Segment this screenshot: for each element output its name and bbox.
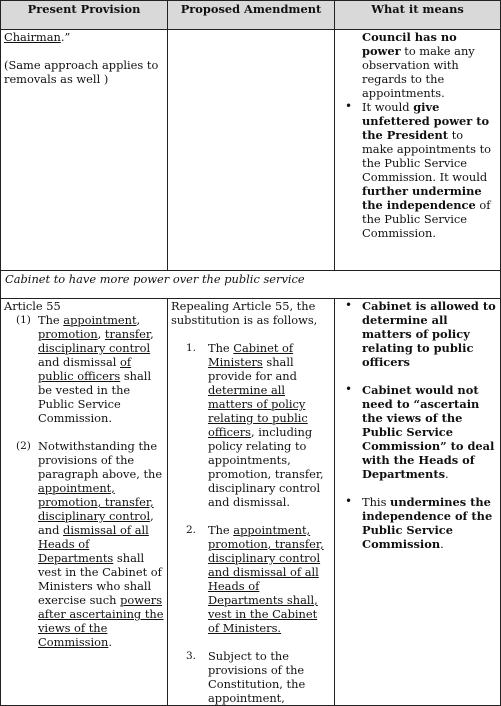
list-item: 2. The appointment, promotion, transfer, disciplinary control and dismissal of all Heads of Departments shall, vest in the Cabinet of Ministers. (186, 523, 324, 635)
list-item: 3. Subject to the provisions of the Constitution, the appointment, (186, 649, 306, 705)
meaning-list (338, 299, 497, 551)
list-item: • Cabinet would not need to “ascertain the views of the Public Service Commission” to deal with the Heads of Departments. (345, 382, 495, 481)
present-provision-cell (1, 299, 168, 706)
bullet-icon: • (345, 382, 353, 396)
bullet-icon: • (345, 298, 353, 312)
header-present-provision: Present Provision (1, 1, 168, 30)
present-note: (Same approach applies to removals as well ) (4, 58, 159, 86)
proposed-amendment-cell (168, 299, 335, 706)
proposed-intro: Repealing Article 55, the substitution is as follows, (171, 299, 318, 327)
list-item: 1. The Cabinet of Ministers shall provide for and determine all matters of policy relating to public officers, including policy relating to appointments, promotion, transfer, disciplinary control and dismissal. (186, 341, 324, 509)
header-what-it-means: What it means (335, 1, 501, 30)
proposed-amendment-cell (168, 30, 335, 271)
list-item: • It would give unfettered power to the President to make appointments to the Public Service Commission. It would further undermine the independence of the Public Service Commission. (345, 99, 492, 240)
list-item: (2) Notwithstanding the provisions of the paragraph above, the appointment, promotion, transfer, disciplinary control, and dismissal of all Heads of Departments shall vest in the Cabinet of Ministers who shall exercise such powers after ascertaining the views of the Commission. (16, 439, 164, 649)
present-provision-cell (1, 30, 168, 271)
meaning-list (338, 30, 497, 240)
list-item: • Cabinet is allowed to determine all matters of policy relating to public officers (345, 298, 496, 369)
present-text: Chairman.” (4, 30, 71, 44)
article-title: Article 55 (4, 299, 61, 313)
meaning-cell (335, 299, 501, 706)
bullet-icon: • (345, 99, 353, 113)
bullet-icon: • (345, 494, 353, 508)
meaning-cell (335, 30, 501, 271)
section-heading: Cabinet to have more power over the public service (1, 271, 501, 299)
table-row (1, 299, 501, 706)
list-item: (1) The appointment, promotion, transfer, disciplinary control and dismissal of public officers shall be vested in the Public Service Commission. (16, 313, 154, 425)
section-band-row (1, 271, 501, 299)
list-item: Council has no power to make any observation with regards to the appointments. (362, 30, 475, 100)
list-item: • This undermines the independence of the Public Service Commission. (345, 494, 493, 551)
present-list (4, 313, 164, 649)
header-row (1, 1, 501, 30)
proposed-list (171, 341, 331, 705)
table-row (1, 30, 501, 271)
header-proposed-amendment: Proposed Amendment (168, 1, 335, 30)
